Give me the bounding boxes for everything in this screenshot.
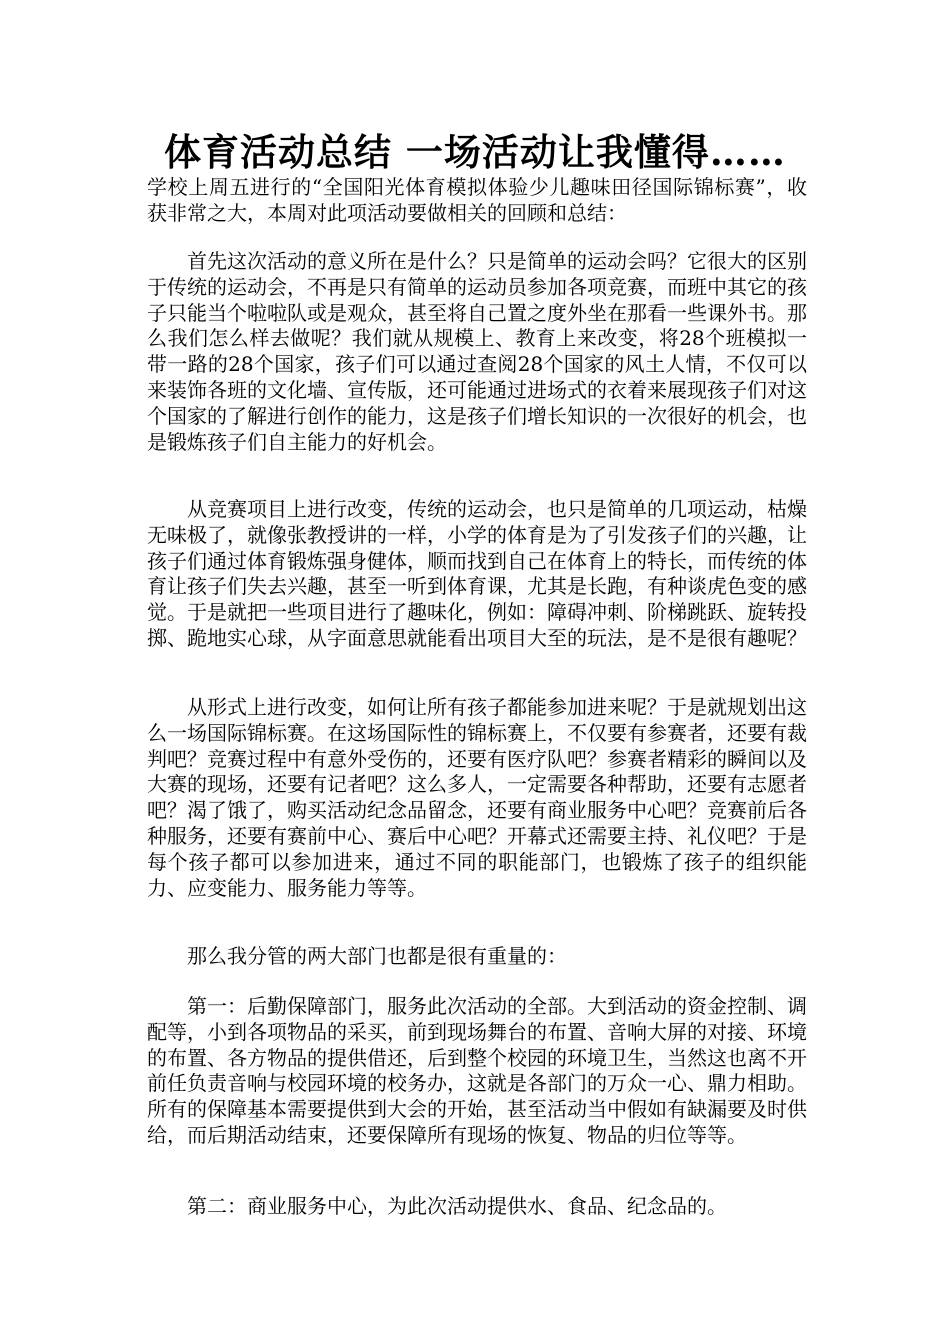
intro-paragraph: 学校上周五进行的“全国阳光体育模拟体验少儿趣味田径国际锦标赛”，收获非常之大，本周对此项活动要做相关的回顾和总结：: [147, 175, 807, 225]
document-title: 体育活动总结 一场活动让我懂得……: [164, 130, 786, 174]
paragraph-format: 从形式上进行改变，如何让所有孩子都能参加进来呢？于是就规划出这么一场国际锦标赛。在这场国际性的锦标赛上，不仅要有参赛者，还要有裁判吧？竞赛过程中有意外受伤的，还要有医疗队吧？参赛者精彩的瞬间以及大赛的现场，还要有记者吧？这么多人，一定需要各种帮助，还要有志愿者吧？渴了饿了，购买活动纪念品留念，还要有商业服务中心吧？竞赛前后各种服务，还要有赛前中心、赛后中心吧？开幕式还需要主持、礼仪吧？于是每个孩子都可以参加进来，通过不同的职能部门，也锻炼了孩子的组织能力、应变能力、服务能力等等。: [147, 695, 807, 900]
paragraph-logistics: 第一：后勤保障部门，服务此次活动的全部。大到活动的资金控制、调配等，小到各项物品的采买，前到现场舞台的布置、音响大屏的对接、环境的布置、各方物品的提供借还，后到整个校园的环境卫生，当然这也离不开前任负责音响与校园环境的校务办，这就是各部门的万众一心、鼎力相助。所有的保障基本需要提供到大会的开始，甚至活动当中假如有缺漏要及时供给，而后期活动结束，还要保障所有现场的恢复、物品的归位等等。: [147, 994, 807, 1147]
paragraph-significance: 首先这次活动的意义所在是什么？只是简单的运动会吗？它很大的区别于传统的运动会，不再是只有简单的运动员参加各项竞赛，而班中其它的孩子只能当个啦啦队或是观众，甚至将自己置之度外坐在那看一些课外书。那么我们怎么样去做呢？我们就从规模上、教育上来改变，将28个班模拟一带一路的28个国家，孩子们可以通过查阅28个国家的风土人情，不仅可以来装饰各班的文化墙、宣传版，还可能通过进场式的衣着来展现孩子们对这个国家的了解进行创作的能力，这是孩子们增长知识的一次很好的机会，也是锻炼孩子们自主能力的好机会。: [147, 249, 807, 454]
paragraph-departments: 那么我分管的两大部门也都是很有重量的：: [187, 944, 567, 968]
paragraph-events: 从竞赛项目上进行改变，传统的运动会，也只是简单的几项运动，枯燥无味极了，就像张教授讲的一样，小学的体育是为了引发孩子们的兴趣，让孩子们通过体育锻炼强身健体，顺而找到自己在体育上的特长，而传统的体育让孩子们失去兴趣，甚至一听到体育课，尤其是长跑，有种谈虎色变的感觉。于是就把一些项目进行了趣味化，例如：障碍冲刺、阶梯跳跃、旋转投掷、跪地实心球，从字面意思就能看出项目大至的玩法，是不是很有趣呢？: [147, 497, 807, 650]
paragraph-commerce: 第二：商业服务中心，为此次活动提供水、食品、纪念品的。: [187, 1194, 727, 1218]
